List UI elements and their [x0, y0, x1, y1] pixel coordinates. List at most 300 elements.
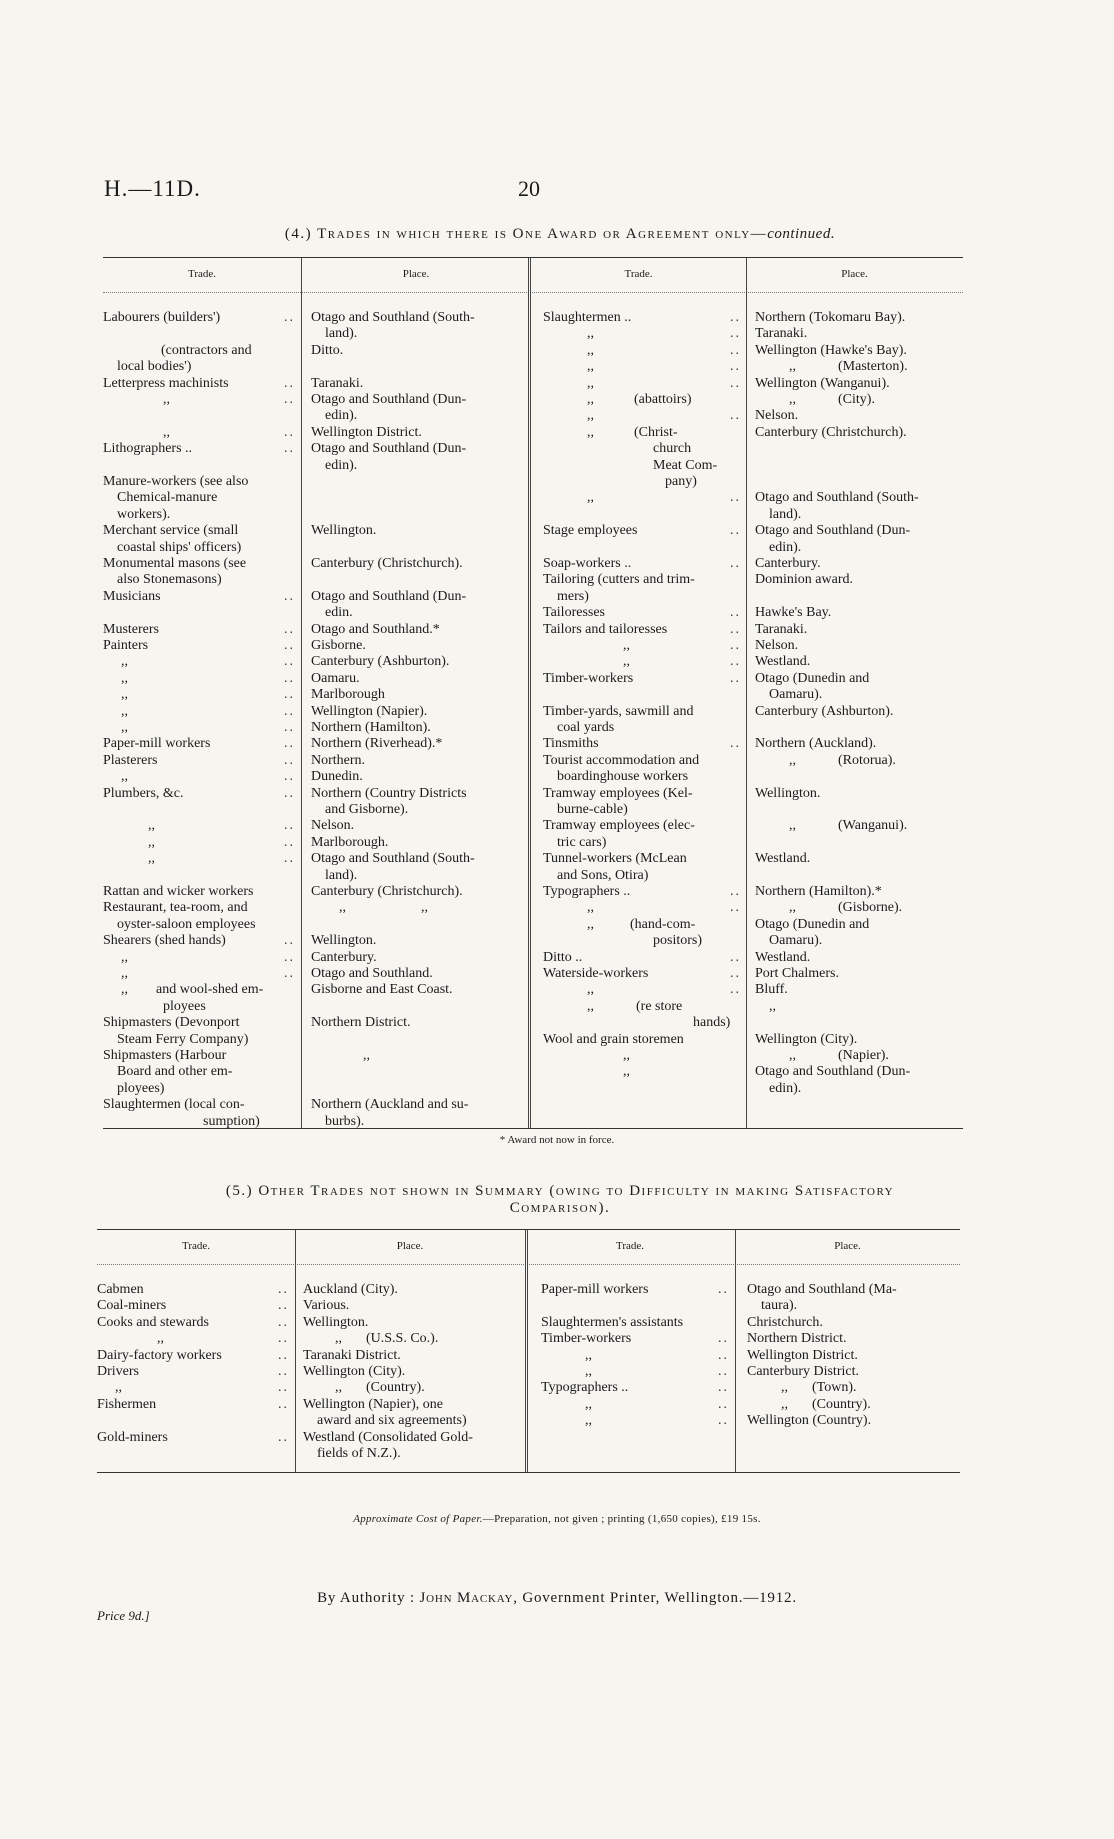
- list-item-text: Fishermen: [97, 1396, 157, 1412]
- leader-dots: ..: [730, 670, 741, 686]
- list-item-text: Tramway employees (Kel-: [543, 785, 693, 801]
- list-item: [311, 392, 525, 408]
- ditto-mark: [541, 1413, 731, 1429]
- list-item-text: Tailoring (cutters and trim-: [543, 572, 695, 588]
- list-item: [311, 786, 525, 802]
- list-item: [303, 1430, 521, 1446]
- list-item-text: Taranaki.: [311, 375, 364, 391]
- ditto-mark: [311, 1048, 525, 1064]
- list-item-continuation: [755, 540, 960, 556]
- section-5-table: [97, 1229, 960, 1473]
- leader-dots: ..: [284, 736, 295, 752]
- list-item-text: Wool and grain storemen: [543, 1031, 684, 1047]
- ditto-mark: ,,: [789, 392, 796, 407]
- list-item-continuation: [543, 769, 743, 785]
- section-5-title: (5.) Other Trades not shown in Summary (owing to Difficulty in making Satisfactory Comparison).: [225, 1183, 895, 1216]
- leader-dots: ..: [284, 621, 295, 637]
- leader-dots: ..: [284, 654, 295, 670]
- list-item-text: Plasterers: [103, 752, 158, 768]
- list-item-text: Various.: [303, 1298, 350, 1314]
- list-item-continuation: [755, 507, 960, 523]
- leader-dots: ..: [278, 1380, 289, 1396]
- list-item: [303, 1380, 521, 1396]
- list-item-text: Shearers (shed hands): [103, 933, 226, 949]
- list-item-text: Marlborough.: [311, 834, 389, 850]
- list-item-text: Musicians: [103, 588, 161, 604]
- list-item-text: Tailors and tailoresses: [543, 621, 668, 637]
- list-item-text: Musterers: [103, 621, 159, 637]
- list-item: [303, 1397, 521, 1413]
- col-header-place: Place.: [841, 268, 868, 280]
- ditto-mark: ,,: [148, 834, 155, 850]
- list-item-text: land).: [769, 506, 802, 522]
- list-item-text: Oamaru.: [311, 670, 360, 686]
- leader-dots: ..: [284, 851, 295, 867]
- section-4-table: [103, 257, 963, 1129]
- list-item: [755, 392, 960, 408]
- leader-dots: ..: [718, 1396, 729, 1412]
- list-item: [543, 523, 743, 539]
- list-item-text: land).: [325, 867, 358, 883]
- list-item-text: Wellington District.: [311, 424, 422, 440]
- list-item-text: and Gisborne).: [325, 802, 409, 817]
- list-item-continuation: [311, 458, 525, 474]
- list-item: [543, 605, 743, 621]
- ditto-mark: ,,: [163, 392, 170, 407]
- list-item: [103, 999, 297, 1015]
- list-item-text: Wellington.: [311, 523, 377, 539]
- list-item: [541, 1282, 731, 1298]
- list-item-text: Drivers: [97, 1364, 139, 1379]
- list-item: [543, 392, 743, 408]
- list-item-text: and Sons, Otira): [557, 867, 649, 883]
- list-item-text: Wellington.: [755, 785, 821, 801]
- ditto-mark: [97, 1380, 291, 1396]
- list-item: [311, 638, 525, 654]
- list-item-continuation: [543, 868, 743, 884]
- list-item: [311, 376, 525, 392]
- list-item-text: (Napier).: [838, 1048, 889, 1063]
- ditto-mark: ,,: [363, 1048, 370, 1063]
- list-item: [311, 982, 525, 998]
- list-item-text: Westland (Consolidated Gold-: [303, 1429, 473, 1445]
- list-item-text: Cabmen: [97, 1282, 144, 1297]
- list-item: [543, 917, 743, 933]
- list-item-text: Otago and Southland (South-: [311, 310, 475, 325]
- list-item-text: Timber-yards, sawmill and: [543, 703, 694, 719]
- list-item: [311, 966, 525, 982]
- col-header-trade: Trade.: [615, 1240, 644, 1252]
- list-item-text: Shipmasters (Devonport: [103, 1015, 240, 1031]
- list-item: [311, 933, 525, 949]
- ditto-mark: ,,: [789, 1048, 796, 1063]
- ditto-mark: ,,: [781, 1396, 788, 1412]
- leader-dots: ..: [730, 326, 741, 342]
- leader-dots: ..: [730, 966, 741, 981]
- list-item-text: Meat Com-: [653, 457, 718, 473]
- list-item-text: Northern (Riverhead).*: [311, 736, 443, 752]
- list-item-continuation: [103, 540, 297, 556]
- list-item-text: Wellington.: [303, 1314, 369, 1330]
- list-item: [755, 408, 960, 424]
- list-item: [311, 884, 525, 900]
- list-item-text: Christchurch.: [747, 1314, 823, 1330]
- list-item: [541, 1331, 731, 1347]
- list-item: [97, 1430, 291, 1446]
- list-item-text: Otago and Southland.*: [311, 621, 440, 637]
- list-item-text: boardinghouse workers: [557, 769, 689, 785]
- list-item-text: Northern (Hamilton).*: [755, 884, 882, 899]
- list-item: [103, 1015, 297, 1031]
- list-item: [541, 1315, 731, 1331]
- ditto-mark: [103, 687, 297, 703]
- ditto-mark: [543, 982, 743, 998]
- list-item-text: Dominion award.: [755, 572, 853, 588]
- ditto-mark: ,,: [121, 670, 128, 686]
- leader-dots: ..: [278, 1364, 289, 1379]
- ditto-mark: [103, 851, 297, 867]
- ditto-mark: ,,: [121, 720, 128, 735]
- list-item-text: sumption): [203, 1113, 260, 1129]
- leader-dots: ..: [730, 408, 741, 424]
- leader-dots: ..: [730, 310, 741, 325]
- list-item: [311, 835, 525, 851]
- leader-dots: ..: [730, 736, 741, 752]
- list-item-text: Monumental masons (see: [103, 556, 247, 571]
- ditto-mark: ,,: [587, 359, 594, 375]
- list-item-continuation: [311, 326, 525, 342]
- ditto-mark: [103, 720, 297, 736]
- list-item-continuation: [311, 408, 525, 424]
- list-item-continuation: [747, 1298, 957, 1314]
- ditto-mark: ,,: [789, 818, 796, 834]
- list-item-text: Ditto ..: [543, 949, 583, 965]
- list-item-text: edin).: [769, 539, 802, 555]
- list-item: [303, 1364, 521, 1380]
- ditto-mark: ,,: [587, 342, 594, 358]
- list-item-text: Canterbury (Ashburton).: [755, 703, 894, 719]
- list-item-text: burne-cable): [557, 802, 628, 817]
- list-item: [543, 818, 743, 834]
- list-item-text: land).: [325, 326, 358, 342]
- leader-dots: ..: [284, 441, 295, 457]
- list-item-text: Wellington (Country).: [747, 1413, 872, 1429]
- list-item: [103, 376, 297, 392]
- list-item: [747, 1380, 957, 1396]
- leader-dots: ..: [730, 523, 741, 539]
- ditto-mark: ,,: [587, 375, 594, 391]
- column-rule: [525, 1230, 528, 1472]
- leader-dots: ..: [284, 834, 295, 850]
- ditto-mark: [543, 408, 743, 424]
- leader-dots: ..: [284, 949, 295, 965]
- list-item: [747, 1348, 957, 1364]
- price: Price 9d.]: [97, 1608, 150, 1623]
- leader-dots: ..: [730, 982, 741, 998]
- ditto-mark: ,,: [121, 654, 128, 670]
- leader-dots: ..: [278, 1331, 289, 1347]
- list-item-text: (Town).: [812, 1380, 857, 1396]
- list-item-text: Otago and Southland (Dun-: [755, 523, 911, 539]
- leader-dots: ..: [718, 1413, 729, 1429]
- list-item-text: Tramway employees (elec-: [543, 818, 695, 834]
- ditto-mark: ,,: [587, 916, 594, 932]
- list-item-text: Westland.: [755, 851, 811, 867]
- leader-dots: ..: [730, 621, 741, 637]
- printer-imprint: By Authority : John Mackay, Government Printer, Wellington.—1912.: [317, 1590, 797, 1606]
- ditto-mark: ,,: [585, 1364, 592, 1379]
- list-item: [543, 884, 743, 900]
- list-item-text: (Wanganui).: [838, 818, 908, 834]
- list-item-text: edin.: [325, 605, 353, 621]
- ditto-mark: [543, 326, 743, 342]
- leader-dots: ..: [278, 1282, 289, 1297]
- leader-dots: ..: [730, 556, 741, 571]
- list-item-text: Canterbury (Ashburton).: [311, 654, 450, 670]
- list-item: [755, 556, 960, 572]
- list-item: [303, 1282, 521, 1298]
- list-item-text: (re store: [636, 998, 683, 1014]
- list-item: [103, 523, 297, 539]
- list-item: [747, 1282, 957, 1298]
- list-item: [543, 933, 743, 949]
- ditto-mark: [543, 638, 743, 654]
- list-item-continuation: [311, 605, 525, 621]
- ditto-mark: ,,: [587, 998, 594, 1014]
- list-item-text: Typographers ..: [543, 884, 631, 899]
- list-item: [303, 1298, 521, 1314]
- list-item-text: Otago and Southland (Dun-: [311, 441, 467, 457]
- list-item: [103, 933, 297, 949]
- list-item: [103, 786, 297, 802]
- list-item-text: Oamaru).: [769, 933, 823, 949]
- list-item: [755, 900, 960, 916]
- list-item: [747, 1331, 957, 1347]
- leader-dots: ..: [718, 1282, 729, 1297]
- ditto-mark: ,,: [115, 1380, 122, 1396]
- list-item-text: taura).: [761, 1298, 798, 1314]
- list-item: [755, 736, 960, 752]
- leader-dots: ..: [730, 900, 741, 916]
- list-item-text: Slaughtermen's assistants: [541, 1314, 684, 1330]
- ditto-mark: [541, 1364, 731, 1380]
- list-item: [311, 671, 525, 687]
- list-item-text: (abattoirs): [634, 392, 692, 407]
- list-item-text: Slaughtermen (local con-: [103, 1097, 245, 1113]
- list-item: [543, 441, 743, 457]
- ditto-mark: ,,: [335, 1331, 342, 1347]
- list-item-text: Taranaki District.: [303, 1347, 401, 1363]
- column-rule: [528, 258, 531, 1128]
- ditto-mark: ,,: [769, 998, 776, 1014]
- ditto-mark: [103, 966, 297, 982]
- list-item: [543, 671, 743, 687]
- list-item: [755, 425, 960, 441]
- leader-dots: ..: [284, 966, 295, 981]
- list-item-text: (Christ-: [634, 424, 678, 440]
- list-item-text: coal yards: [557, 720, 615, 735]
- ditto-mark: [543, 376, 743, 392]
- list-item-continuation: [311, 868, 525, 884]
- list-item-text: Canterbury (Christchurch).: [311, 884, 463, 899]
- list-item-text: Port Chalmers.: [755, 966, 839, 981]
- list-item: [755, 523, 960, 539]
- list-item-text: Gold-miners: [97, 1429, 168, 1445]
- list-item-text: ployees: [163, 998, 206, 1014]
- list-item-continuation: [755, 1081, 960, 1097]
- ditto-mark: ,,: [421, 900, 428, 916]
- list-item: [755, 966, 960, 982]
- list-item: [755, 605, 960, 621]
- ditto-mark: [103, 425, 297, 441]
- leader-dots: ..: [730, 490, 741, 506]
- list-item: [103, 441, 297, 457]
- list-item: [311, 851, 525, 867]
- ditto-mark: ,,: [789, 752, 796, 768]
- ditto-mark: [311, 900, 525, 916]
- list-item: [755, 704, 960, 720]
- leader-dots: ..: [284, 392, 295, 407]
- ditto-mark: ,,: [121, 982, 128, 998]
- ditto-mark: ,,: [789, 359, 796, 375]
- list-item: [747, 1315, 957, 1331]
- list-item-continuation: [755, 933, 960, 949]
- list-item-text: Shipmasters (Harbour: [103, 1048, 227, 1063]
- list-item: [755, 654, 960, 670]
- cost-note: Approximate Cost of Paper.—Preparation, not given ; printing (1,650 copies), £19 15s.: [353, 1513, 761, 1525]
- list-item: [543, 999, 743, 1015]
- leader-dots: ..: [284, 752, 295, 768]
- list-item-text: Otago and Southland (Dun-: [311, 588, 467, 604]
- ditto-mark: [543, 900, 743, 916]
- list-item-text: Auckland (City).: [303, 1282, 398, 1297]
- list-item-text: local bodies'): [117, 359, 192, 375]
- ditto-mark: ,,: [121, 769, 128, 785]
- list-item-continuation: [103, 490, 297, 506]
- list-item-text: workers).: [117, 506, 171, 522]
- leader-dots: ..: [730, 359, 741, 375]
- list-item-text: Nelson.: [311, 818, 355, 834]
- list-item: [755, 982, 960, 998]
- list-item-text: Northern (Auckland and su-: [311, 1097, 469, 1113]
- list-item: [103, 736, 297, 752]
- list-item: [543, 950, 743, 966]
- list-item: [97, 1364, 291, 1380]
- list-item-text: Wellington (City).: [755, 1031, 858, 1047]
- ditto-mark: [541, 1397, 731, 1413]
- list-item: [541, 1380, 731, 1396]
- list-item-text: and wool-shed em-: [156, 982, 264, 998]
- ditto-mark: ,,: [148, 851, 155, 867]
- list-item-text: ployees): [117, 1080, 165, 1096]
- ditto-mark: ,,: [623, 1048, 630, 1063]
- list-item-text: Otago and Southland (Dun-: [311, 392, 467, 407]
- list-item: [311, 556, 525, 572]
- list-item: [755, 917, 960, 933]
- list-item-text: Slaughtermen ..: [543, 310, 632, 325]
- leader-dots: ..: [730, 342, 741, 358]
- list-item-continuation: [103, 1081, 297, 1097]
- list-item-text: Otago and Southland (Ma-: [747, 1282, 897, 1297]
- leader-dots: ..: [284, 720, 295, 735]
- ditto-mark: ,,: [587, 392, 594, 407]
- col-header-place: Place.: [396, 1240, 424, 1252]
- list-item-continuation: [543, 802, 743, 818]
- col-header-trade: Trade.: [181, 1240, 210, 1252]
- list-item-text: Dunedin.: [311, 769, 363, 785]
- list-item-continuation: [543, 720, 743, 736]
- list-item: [97, 1397, 291, 1413]
- list-item-text: (U.S.S. Co.).: [366, 1331, 439, 1347]
- list-item-text: Typographers ..: [541, 1380, 629, 1396]
- list-item-text: Westland.: [755, 949, 811, 965]
- list-item-text: Labourers (builders'): [103, 310, 221, 325]
- leader-dots: ..: [718, 1347, 729, 1363]
- ditto-mark: ,,: [587, 326, 594, 342]
- list-item-text: Coal-miners: [97, 1298, 167, 1314]
- ditto-mark: ,,: [121, 687, 128, 703]
- list-item-text: Canterbury District.: [747, 1364, 859, 1379]
- list-item-text: Otago (Dunedin and: [755, 916, 870, 932]
- list-item: [311, 818, 525, 834]
- list-item: [103, 638, 297, 654]
- list-item: [311, 950, 525, 966]
- col-header-trade: Trade.: [624, 268, 653, 280]
- list-item-text: Lithographers ..: [103, 441, 193, 457]
- list-item-text: Gisborne and East Coast.: [311, 982, 453, 998]
- list-item: [755, 1032, 960, 1048]
- list-item: [97, 1315, 291, 1331]
- list-item: [747, 1397, 957, 1413]
- leader-dots: ..: [718, 1364, 729, 1379]
- ditto-mark: ,,: [335, 1380, 342, 1396]
- list-item-continuation: [303, 1413, 521, 1429]
- list-item-continuation: [103, 1064, 297, 1080]
- list-item: [303, 1331, 521, 1347]
- leader-dots: ..: [278, 1429, 289, 1445]
- list-item: [543, 474, 743, 490]
- ditto-mark: [103, 818, 297, 834]
- list-item: [103, 343, 297, 359]
- list-item-text: Wellington (Hawke's Bay).: [755, 342, 907, 358]
- ditto-mark: ,,: [585, 1347, 592, 1363]
- list-item: [103, 556, 297, 572]
- list-item-text: hands): [693, 1015, 731, 1031]
- list-item: [103, 753, 297, 769]
- list-item-text: Oamaru).: [769, 687, 823, 703]
- list-item: [543, 704, 743, 720]
- list-item: [311, 441, 525, 457]
- list-item-text: (Country).: [366, 1380, 425, 1396]
- ditto-mark: [543, 1048, 743, 1064]
- list-item-text: Canterbury (Christchurch).: [311, 556, 463, 571]
- leader-dots: ..: [718, 1380, 729, 1396]
- list-item: [755, 343, 960, 359]
- list-item: [543, 1015, 743, 1031]
- list-item: [755, 671, 960, 687]
- list-item-text: fields of N.Z.).: [317, 1446, 401, 1461]
- ditto-mark: ,,: [587, 982, 594, 998]
- list-item-continuation: [311, 802, 525, 818]
- ditto-mark: ,,: [121, 949, 128, 965]
- list-item-text: Otago and Southland (South-: [755, 490, 919, 506]
- list-item: [303, 1315, 521, 1331]
- list-item: [103, 982, 297, 998]
- ditto-mark: ,,: [339, 900, 346, 916]
- list-item-text: Northern District.: [311, 1015, 411, 1031]
- ditto-mark: ,,: [585, 1396, 592, 1412]
- list-item-text: (Masterton).: [838, 359, 908, 375]
